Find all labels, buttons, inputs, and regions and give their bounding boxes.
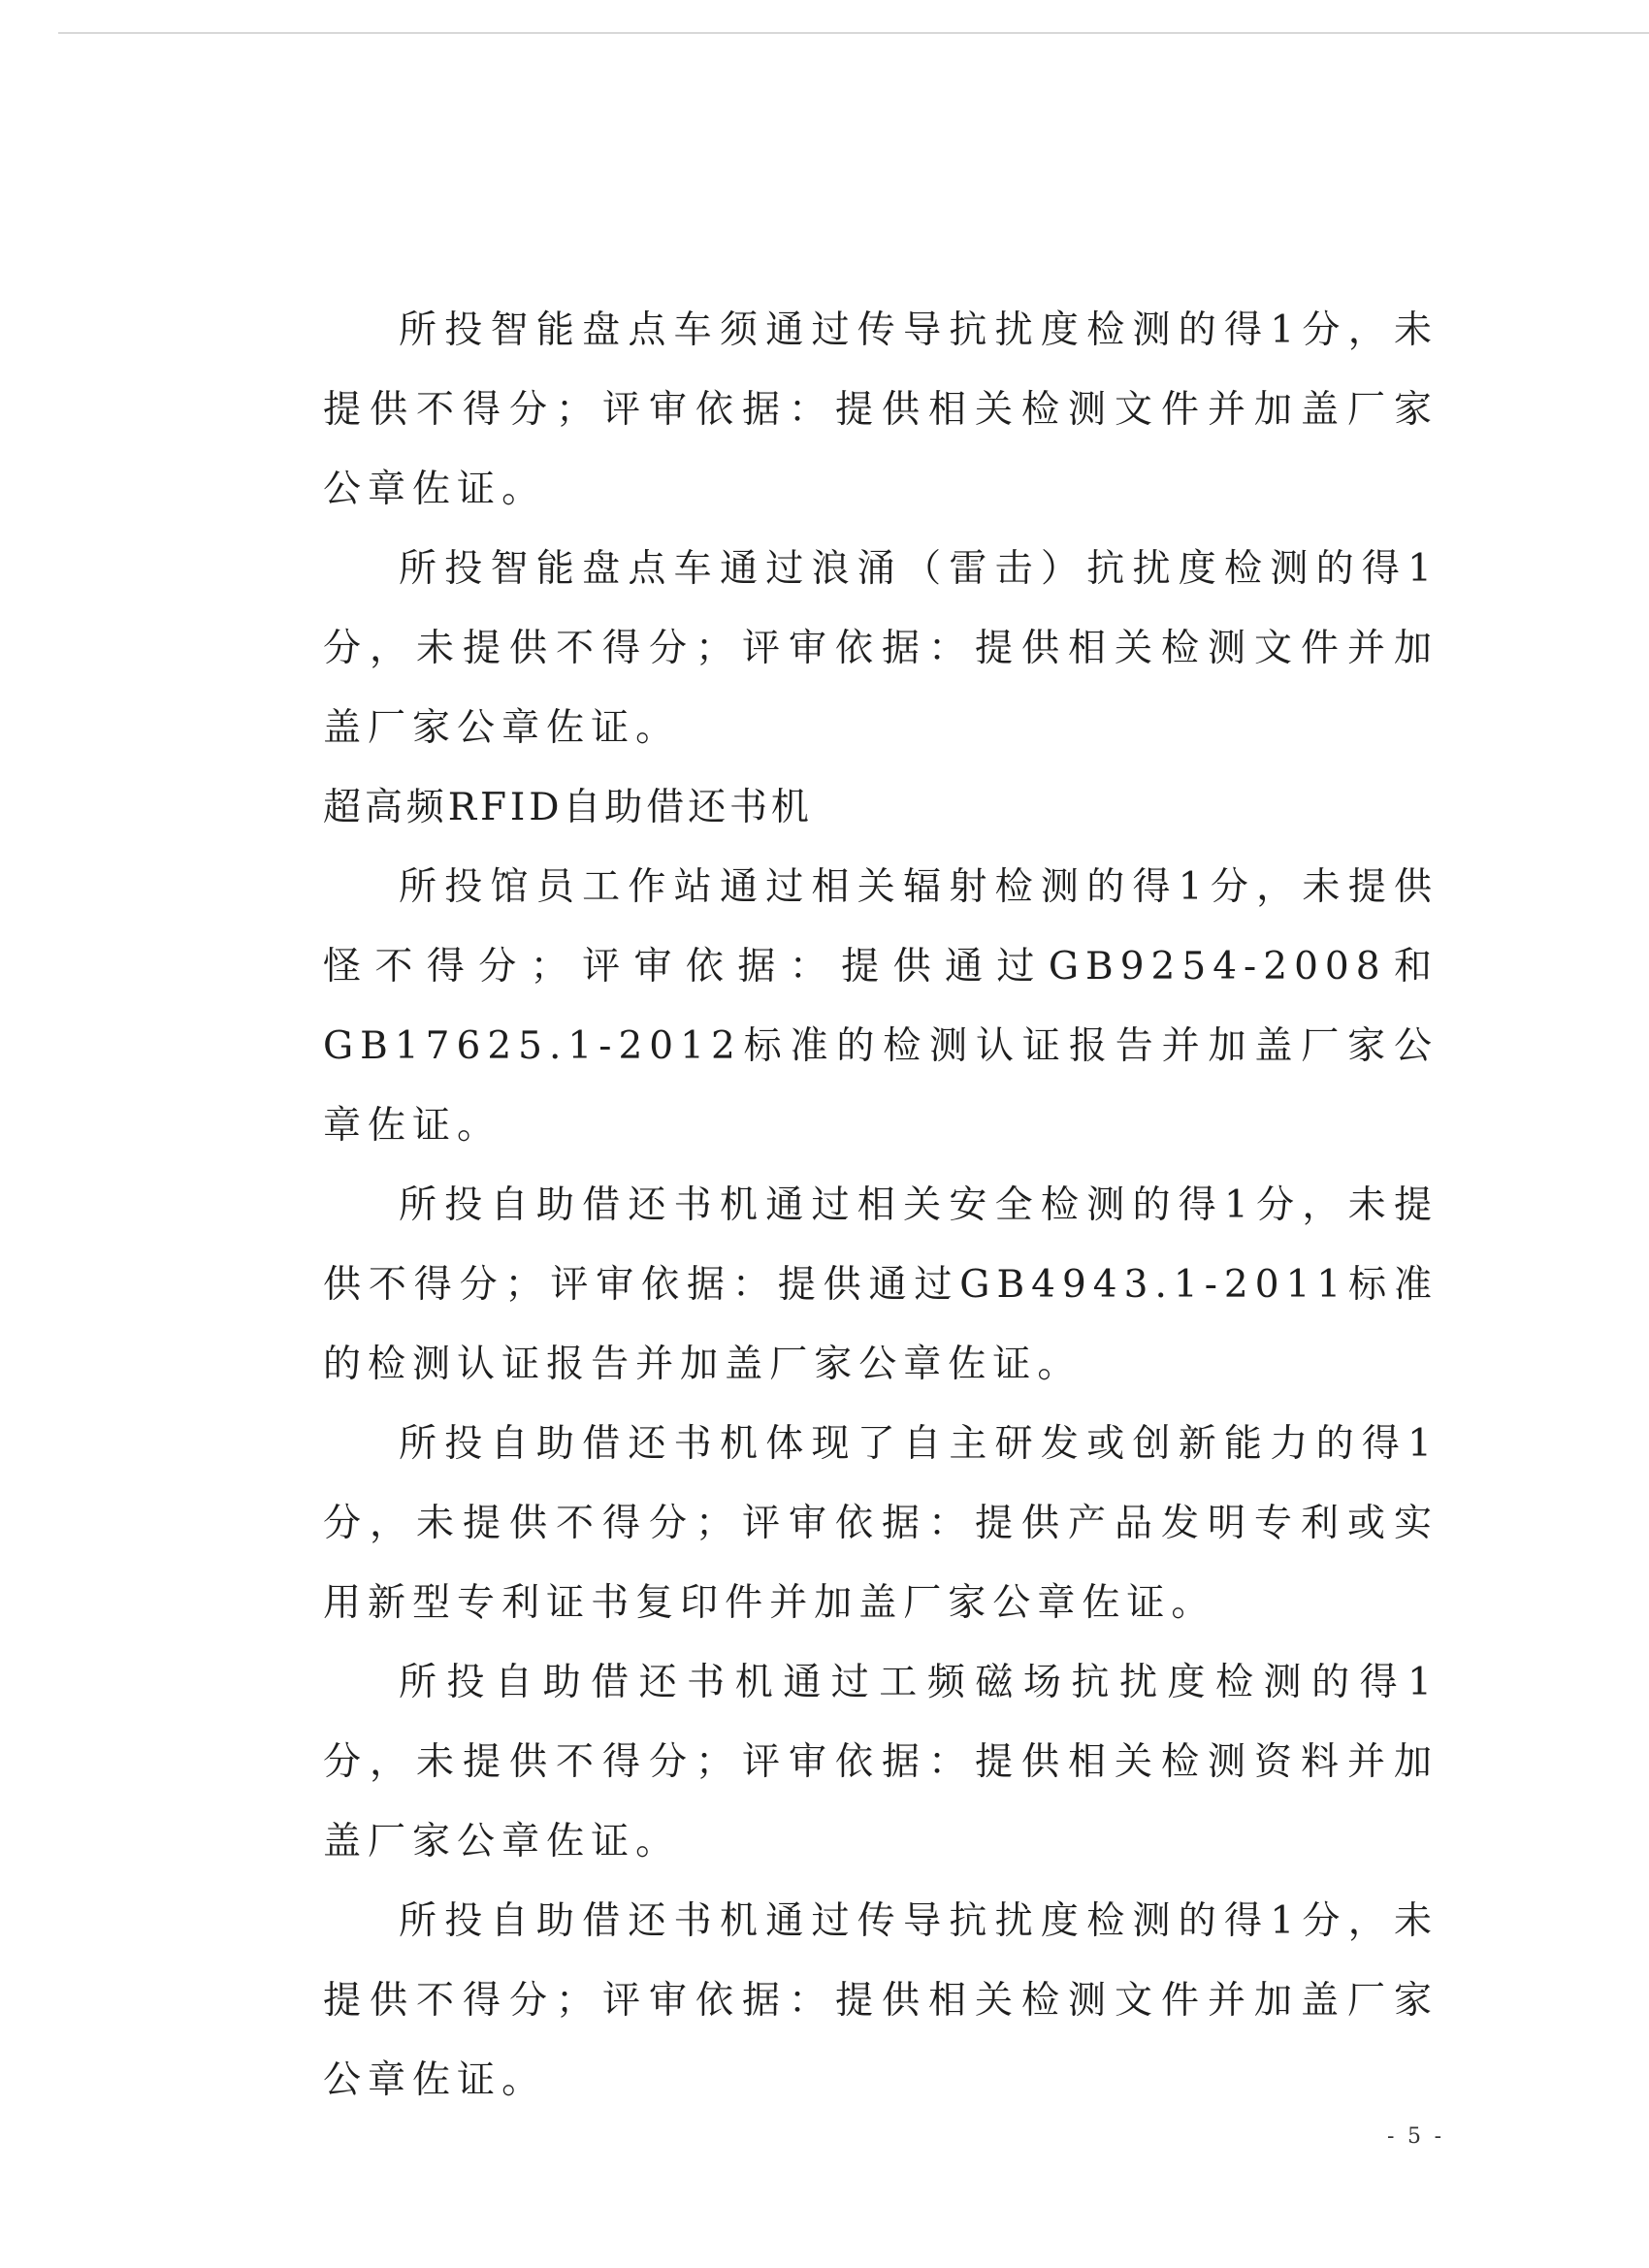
paragraph-4: 所投自助借还书机通过相关安全检测的得1分，未提供不得分；评审依据：提供通过GB4943.1-2011标准的检测认证报告并加盖厂家公章佐证。 [323,1183,1439,1386]
paragraph-7: 所投自助借还书机通过传导抗扰度检测的得1分，未提供不得分；评审依据：提供相关检测文件并加盖厂家公章佐证。 [323,1899,1439,2102]
paragraph-2: 所投智能盘点车通过浪涌（雷击）抗扰度检测的得1分，未提供不得分；评审依据：提供相关检测文件并加盖厂家公章佐证。 [323,547,1439,750]
paragraph-5: 所投自助借还书机体现了自主研发或创新能力的得1分，未提供不得分；评审依据：提供产品发明专利或实用新型专利证书复印件并加盖厂家公章佐证。 [323,1422,1439,1625]
header-rule [58,32,1649,34]
paragraph-3: 所投馆员工作站通过相关辐射检测的得1分，未提供怪不得分；评审依据：提供通过GB9254-2008和GB17625.1-2012标准的检测认证报告并加盖厂家公章佐证。 [323,865,1439,1148]
document-body [323,291,1439,2121]
paragraph-1: 所投智能盘点车须通过传导抗扰度检测的得1分，未提供不得分；评审依据：提供相关检测文件并加盖厂家公章佐证。 [323,308,1439,511]
section-heading: 超高频RFID自助借还书机 [323,786,813,829]
paragraph-6: 所投自助借还书机通过工频磁场抗扰度检测的得1分，未提供不得分；评审依据：提供相关检测资料并加盖厂家公章佐证。 [323,1661,1439,1863]
page-number: - 5 - [1387,2124,1445,2149]
